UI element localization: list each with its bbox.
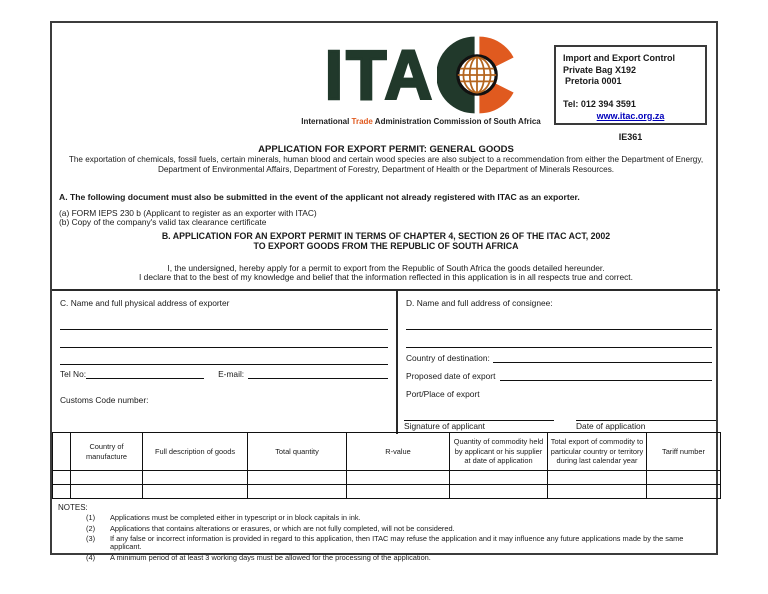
contact-box — [554, 45, 707, 125]
header-r-value: R-value — [347, 433, 450, 471]
contact-line3: Pretoria 0001 — [565, 76, 622, 87]
contact-line1: Import and Export Control — [563, 53, 675, 63]
email-field-line — [248, 369, 388, 379]
website-link[interactable]: www.itac.org.za — [596, 110, 665, 121]
header-tariff-number: Tariff number — [647, 433, 721, 471]
section-d — [396, 291, 720, 434]
signature-label: Signature of applicant — [404, 421, 486, 431]
table-cell — [143, 471, 248, 485]
table-cell — [548, 471, 647, 485]
country-destination-label: Country of destination: — [406, 353, 490, 363]
port-label: Port/Place of export — [406, 389, 480, 399]
section-b-heading-line2: TO EXPORT GOODS FROM THE REPUBLIC OF SOUTH AFRICA — [253, 241, 519, 251]
section-c — [52, 291, 396, 434]
tagline-pre: International — [301, 117, 352, 126]
notes-heading: NOTES: — [58, 503, 88, 512]
table-cell — [548, 485, 647, 499]
form-code: IE361 — [618, 132, 643, 142]
declaration-line1: I, the undersigned, hereby apply for a permit to export from the Republic of South Africa the goods detailed hereunder. — [167, 263, 605, 273]
customs-code-label: Customs Code number: — [60, 395, 149, 405]
note-text: A minimum period of at least 3 working days must be allowed for the processing of the application. — [110, 552, 431, 562]
header-description: Full description of goods — [143, 433, 248, 471]
logo-letters: ITA — [324, 36, 436, 114]
goods-table — [52, 432, 720, 499]
note-text: Applications that contains alterations or erasures, or which are not fully completed, will not be considered. — [110, 523, 455, 533]
note-item — [52, 525, 712, 533]
notes-section — [52, 500, 720, 562]
header-total-quantity: Total quantity — [248, 433, 347, 471]
tel-label: Tel No: — [60, 369, 87, 379]
note-item — [52, 535, 712, 551]
table-cell — [450, 485, 548, 499]
signature-line — [404, 409, 554, 421]
section-cd — [52, 289, 720, 432]
email-label: E-mail: — [218, 369, 245, 379]
logo-tagline — [290, 117, 552, 126]
form-document — [50, 21, 718, 562]
note-number: (1) — [86, 513, 96, 522]
table-row — [53, 471, 721, 485]
export-date-line — [500, 371, 712, 381]
exporter-address-line-3 — [60, 364, 388, 365]
section-b-heading-line1: B. APPLICATION FOR AN EXPORT PERMIT IN TERMS OF CHAPTER 4, SECTION 26 OF THE ITAC ACT, 2002 — [161, 231, 611, 241]
table-cell — [647, 485, 721, 499]
table-cell — [248, 471, 347, 485]
export-date-label: Proposed date of export — [406, 371, 496, 381]
note-number: (3) — [86, 534, 96, 544]
contact-line2: Private Bag X192 — [563, 64, 637, 75]
header-quantity-held: Quantity of commodity held by applicant or his supplier at date of application — [450, 433, 548, 471]
exporter-address-line-1 — [60, 329, 388, 330]
note-text: Applications must be completed either in typescript or in block capitals in ink. — [110, 513, 361, 522]
header-blank — [53, 433, 71, 471]
note-number: (4) — [86, 552, 96, 562]
header-country-of-manufacture: Country of manufacture — [71, 433, 143, 471]
consignee-address-line-1 — [406, 329, 712, 330]
header-total-export: Total export of commodity to particular country or territory during last calendar year — [548, 433, 647, 471]
application-date-label: Date of application — [576, 421, 646, 431]
section-a-item-a: (a) FORM IEPS 230 b (Applicant to register as an exporter with ITAC) — [59, 208, 317, 218]
declaration-line2: I declare that to the best of my knowledge and belief that the information reflected in this application is in all respects true and correct. — [139, 272, 633, 282]
section-d-heading: D. Name and full address of consignee: — [406, 298, 553, 308]
table-cell — [450, 471, 548, 485]
itac-logo — [290, 35, 552, 126]
table-cell — [53, 485, 71, 499]
section-c-heading: C. Name and full physical address of exporter — [60, 298, 230, 308]
note-item — [52, 514, 712, 522]
form-subtitle: The exportation of chemicals, fossil fuels, certain minerals, human blood and certain wood species are also subject to a recommendation from either the Department of Energy, Department of Environmental Affairs, Department of Forestry, Department of Health or the Department of Minerals Resources. — [68, 155, 704, 174]
contact-tel: Tel: 012 394 3591 — [563, 99, 636, 110]
table-cell — [53, 471, 71, 485]
application-date-line — [576, 409, 716, 421]
note-item — [52, 554, 712, 562]
table-cell — [248, 485, 347, 499]
exporter-address-line-2 — [60, 347, 388, 348]
country-destination-line — [493, 353, 712, 363]
section-a-heading: A. The following document must also be submitted in the event of the applicant not already registered with ITAC as an exporter. — [59, 192, 580, 202]
goods-table-header-row — [53, 433, 721, 471]
table-cell — [143, 485, 248, 499]
table-cell — [347, 471, 450, 485]
tel-field-line — [86, 369, 204, 379]
note-number: (2) — [86, 523, 96, 533]
tagline-post: Administration Commission of South Africa — [372, 117, 541, 126]
logo-c-globe-icon — [437, 35, 517, 115]
table-cell — [71, 485, 143, 499]
consignee-address-line-2 — [406, 347, 712, 348]
section-a-item-b: (b) Copy of the company's valid tax clearance certificate — [59, 217, 267, 227]
table-cell — [71, 471, 143, 485]
note-text: If any false or incorrect information is provided in regard to this application, then ITAC may refuse the application and it may influence any future applications made by the same applicant. — [110, 534, 684, 552]
table-cell — [347, 485, 450, 499]
table-cell — [647, 471, 721, 485]
form-title: APPLICATION FOR EXPORT PERMIT: GENERAL GOODS — [258, 144, 514, 155]
tagline-trade: Trade — [351, 117, 373, 126]
table-row — [53, 485, 721, 499]
